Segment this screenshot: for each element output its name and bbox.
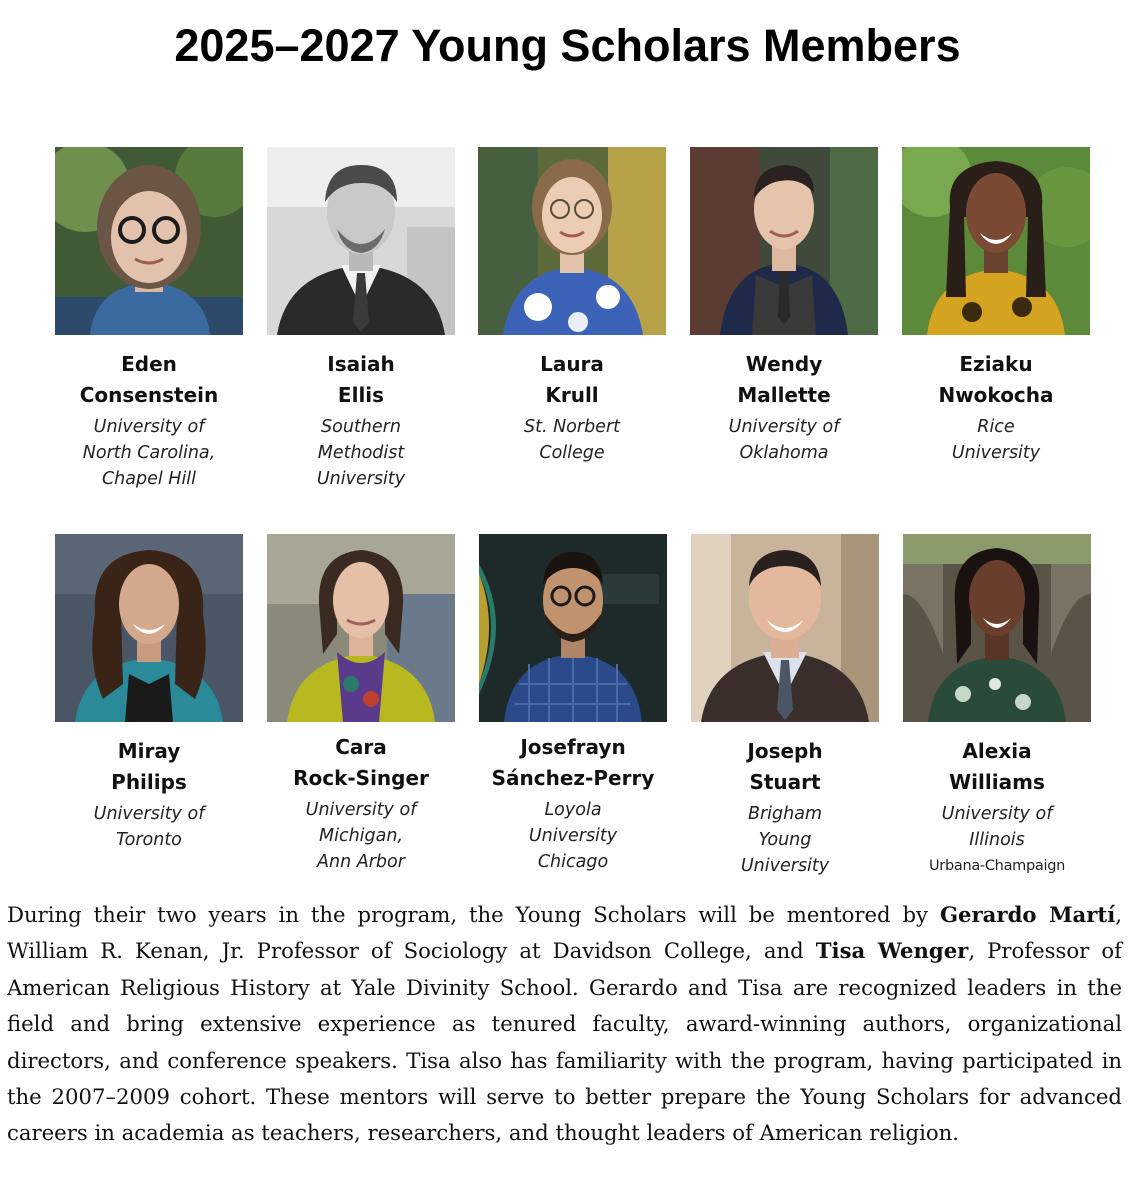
member-photo [902, 147, 1090, 335]
member-photo [478, 147, 666, 335]
member-card-laura-krull [466, 147, 678, 466]
member-card-eden-consenstein [43, 147, 255, 492]
member-affiliation: St. Norbert College [523, 417, 621, 463]
member-photo [267, 147, 455, 335]
member-photo [55, 147, 243, 335]
member-card-cara-rock-singer [255, 534, 467, 875]
mentors-paragraph: During their two years in the program, the Young Scholars will be mentored by Gerardo Martí, William R. Kenan, Jr. Professor of Sociology at Davidson College, and Tisa Wenger, Professor of American Religious History at Yale Divinity School. Gerardo and Tisa are recognized leaders in the field and bring extensive experience as tenured faculty, award-winning authors, organizational directors, and conference speakers. Tisa also has familiarity with the program, having participated in the 2007–2009 cohort. These mentors will serve to better prepare the Young Scholars for advanced careers in academia as teachers, researchers, and thought leaders of American religion. [7, 902, 1122, 1146]
member-name: Wendy Mallette [737, 352, 831, 407]
mentor-name: Tisa Wenger [815, 938, 969, 964]
member-card-joseph-stuart [679, 534, 891, 879]
member-affiliation: University of North Carolina, Chapel Hill [82, 417, 216, 489]
member-name: Alexia Williams [949, 739, 1045, 794]
member-affiliation: University of Oklahoma [728, 417, 840, 463]
member-name: Eden Consenstein [79, 352, 219, 407]
member-name: Isaiah Ellis [327, 352, 395, 407]
member-card-alexia-williams [891, 534, 1103, 879]
member-photo [479, 534, 667, 722]
member-affiliation: University of Illinois Urbana-Champaign [928, 804, 1065, 874]
member-photo [691, 534, 879, 722]
member-affiliation: University of Toronto [93, 804, 205, 850]
member-affiliation: Brigham Young University [740, 804, 830, 876]
mentor-name: Gerardo Martí [939, 902, 1116, 927]
member-card-josefrayn-sanchez-perry [467, 534, 679, 875]
member-name: Eziaku Nwokocha [938, 352, 1054, 407]
member-affiliation: University of Michigan, Ann Arbor [305, 800, 417, 872]
member-affiliation: Loyola University Chicago [528, 800, 618, 872]
member-name: Joseph Stuart [747, 739, 823, 794]
member-name: Josefrayn Sánchez-Perry [491, 735, 655, 790]
member-photo [55, 534, 243, 722]
member-card-isaiah-ellis [255, 147, 467, 492]
member-name: Miray Philips [111, 739, 187, 794]
member-affiliation: Rice University [951, 417, 1041, 463]
member-name: Laura Krull [540, 352, 604, 407]
member-photo [903, 534, 1091, 722]
member-photo [690, 147, 878, 335]
member-photo [267, 534, 455, 722]
member-card-wendy-mallette [678, 147, 890, 466]
member-card-miray-philips [43, 534, 255, 853]
member-affiliation: Southern Methodist University [316, 417, 406, 489]
member-card-eziaku-nwokocha [890, 147, 1102, 466]
member-name: Cara Rock-Singer [293, 735, 429, 790]
page-title: 2025–2027 Young Scholars Members [174, 20, 961, 71]
